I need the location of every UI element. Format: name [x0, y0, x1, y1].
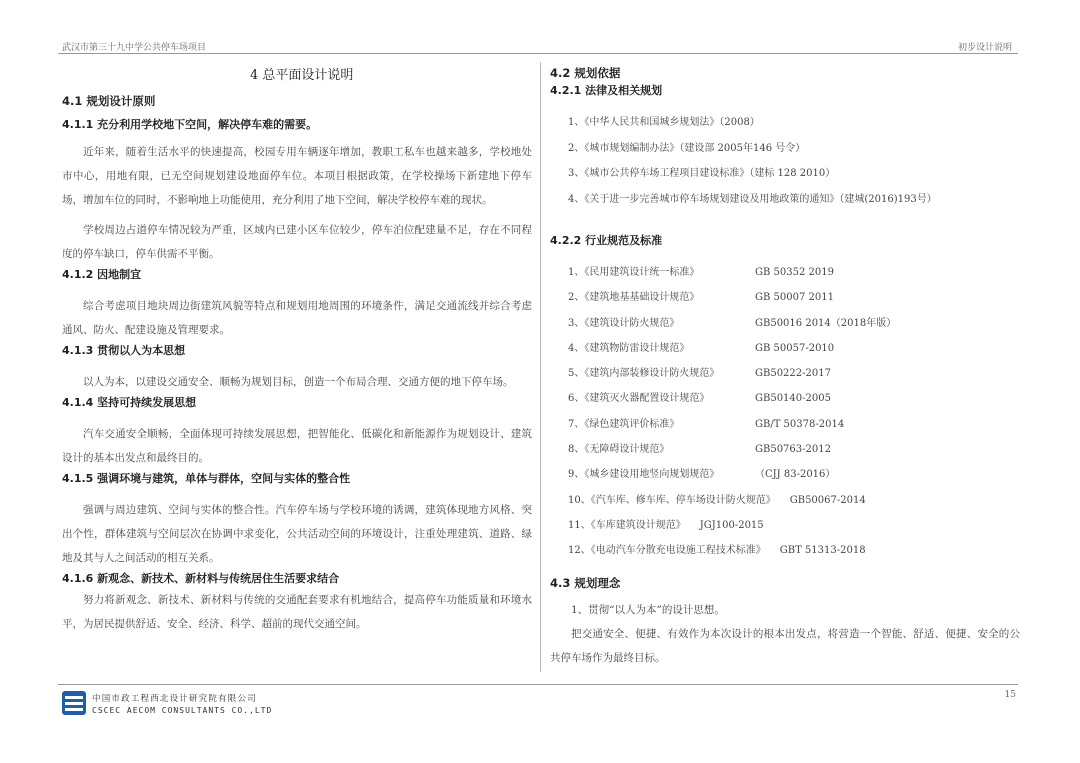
standard-code: GB50222-2017 — [755, 368, 831, 380]
standard-name: 10、《汽车库、修车库、停车场设计防火规范》 — [568, 494, 776, 506]
paragraph-4-1-4: 汽车交通安全顺畅，全面体现可持续发展思想，把智能化、低碳化和新能源作为规划设计、建筑设计的基本出发点和最终目的。 — [62, 428, 532, 464]
standard-name: 5、《建筑内部装修设计防火规范》 — [568, 368, 720, 380]
standard-code: （CJJ 83-2016） — [755, 469, 836, 481]
heading-4-1-3: 4.1.3 贯彻以人为本思想 — [62, 344, 186, 357]
standard-code: GBT 51313-2018 — [779, 545, 866, 557]
standard-item — [550, 538, 1020, 563]
heading-4-1-5: 4.1.5 强调环境与建筑，单体与群体，空间与实体的整合性 — [62, 472, 351, 485]
standard-item — [550, 462, 1020, 487]
standard-code: GB 50352 2019 — [755, 267, 834, 278]
standard-code: GB50016 2014（2018年版） — [755, 317, 897, 329]
heading-4-2-2: 4.2.2 行业规范及标准 — [550, 234, 663, 247]
standard-name: 4、《建筑物防雷设计规范》 — [568, 342, 690, 354]
paragraph-4-1-2: 综合考虑项目地块周边街建筑风貌等特点和规划用地周围的环境条件，满足交通流线并综合考虑通风、防火、配建设施及管理要求。 — [62, 300, 532, 336]
law-item: 4、《关于进一步完善城市停车场规划建设及用地政策的通知》（建城(2016)193号） — [568, 193, 937, 205]
header-doc-type: 初步设计说明 — [957, 43, 1012, 53]
paragraph-4-1-6: 努力将新观念、新技术、新材料与传统的交通配套要求有机地结合，提高停车功能质量和环境水平，为居民提供舒适、安全、经济、科学、超前的现代交通空间。 — [62, 594, 532, 630]
standard-name: 8、《无障碍设计规范》 — [568, 444, 670, 456]
law-item: 3、《城市公共停车场工程项目建设标准》（建标 128 2010） — [568, 168, 836, 179]
standard-name: 11、《车库建筑设计规范》 — [568, 519, 686, 531]
section-title: 4 总平面设计说明 — [250, 68, 354, 83]
paragraph-4-3-a: 1、贯彻“以人为本”的设计思想。 — [571, 603, 725, 616]
standard-code: GB50067-2014 — [789, 494, 866, 506]
right-column — [550, 64, 1020, 670]
standard-item — [550, 260, 1020, 285]
heading-4-1: 4.1 规划设计原则 — [62, 94, 156, 108]
standard-item — [550, 361, 1020, 386]
standard-code: GB50763-2012 — [755, 444, 831, 456]
standards-list — [550, 260, 1020, 564]
heading-4-2: 4.2 规划依据 — [550, 66, 621, 80]
heading-4-1-1: 4.1.1 充分利用学校地下空间，解决停车难的需要。 — [62, 118, 318, 131]
left-column — [62, 64, 532, 636]
standard-item — [550, 386, 1020, 411]
paragraph-4-1-1-a: 近年来，随着生活水平的快速提高，校园专用车辆逐年增加，教职工私车也越来越多，学校地处市中心，用地有限，已无空间规划建设地面停车位。本项目根据政策，在学校操场下新建地下停车场，增加车位的同时，不影响地上功能使用，充分利用了地下空间，解决学校停车难的现状。 — [62, 146, 532, 206]
standard-name: 7、《绿色建筑评价标准》 — [568, 418, 680, 430]
standard-item — [550, 336, 1020, 361]
standard-code: JGJ100-2015 — [699, 519, 764, 531]
paragraph-4-1-3: 以人为本，以建设交通安全、顺畅为规划目标，创造一个布局合理、交通方便的地下停车场。 — [83, 376, 514, 388]
heading-4-1-4: 4.1.4 坚持可持续发展思想 — [62, 396, 197, 409]
standard-code: GB 50057-2010 — [755, 342, 835, 354]
standard-item — [550, 285, 1020, 310]
law-list — [550, 110, 1020, 212]
standard-name: 3、《建筑设计防火规范》 — [568, 317, 680, 329]
header-project-name: 武汉市第三十九中学公共停车场项目 — [62, 43, 207, 53]
standard-item — [550, 311, 1020, 336]
law-item: 1、《中华人民共和国城乡规划法》（2008） — [568, 117, 760, 128]
column-divider — [540, 62, 541, 672]
standard-name: 1、《民用建筑设计统一标准》 — [568, 267, 700, 278]
footer-divider — [58, 684, 1018, 685]
cscec-logo-icon — [62, 691, 86, 715]
header-divider — [58, 53, 1018, 54]
standard-name: 12、《电动汽车分散充电设施工程技术标准》 — [568, 545, 766, 557]
standard-name: 2、《建筑地基基础设计规范》 — [568, 292, 700, 304]
paragraph-4-1-1-b: 学校周边占道停车情况较为严重，区域内已建小区车位较少，停车泊位配建量不足，存在不同程度的停车缺口，停车供需不平衡。 — [62, 224, 532, 260]
standard-item — [550, 488, 1020, 513]
standard-code: GB/T 50378-2014 — [755, 418, 845, 430]
standard-name: 9、《城乡建设用地竖向规划规范》 — [568, 469, 720, 481]
paragraph-4-1-5: 强调与周边建筑、空间与实体的整合性。汽车停车场与学校环境的诱调，建筑体现地方风格、突出个性，群体建筑与空间层次在协调中求变化，公共活动空间的环境设计，注重处理建筑、道路、绿地及其与人之间活动的相互关系。 — [62, 504, 532, 564]
paragraph-4-3-b: 把交通安全、便捷、有效作为本次设计的根本出发点，将营造一个智能、舒适、便捷、安全的公共停车场作为最终目标。 — [550, 627, 1020, 664]
company-name-en: CSCEC AECOM CONSULTANTS CO.,LTD — [92, 705, 273, 715]
standard-code: GB 50007 2011 — [755, 292, 834, 304]
company-logo-block — [62, 691, 272, 715]
company-name-cn: 中国市政工程西北设计研究院有限公司 — [92, 693, 257, 704]
heading-4-1-6: 4.1.6 新观念、新技术、新材料与传统居住生活要求结合 — [62, 572, 340, 585]
standard-name: 6、《建筑灭火器配置设计规范》 — [568, 393, 710, 405]
heading-4-3: 4.3 规划理念 — [550, 575, 621, 590]
standard-item — [550, 513, 1020, 538]
standard-item — [550, 437, 1020, 462]
page-number: 15 — [1004, 690, 1016, 700]
standard-item — [550, 412, 1020, 437]
heading-4-1-2: 4.1.2 因地制宜 — [62, 268, 142, 281]
heading-4-2-1: 4.2.1 法律及相关规划 — [550, 84, 663, 97]
law-item: 2、《城市规划编制办法》（建设部 2005年146 号令） — [568, 142, 806, 154]
standard-code: GB50140-2005 — [755, 393, 831, 405]
